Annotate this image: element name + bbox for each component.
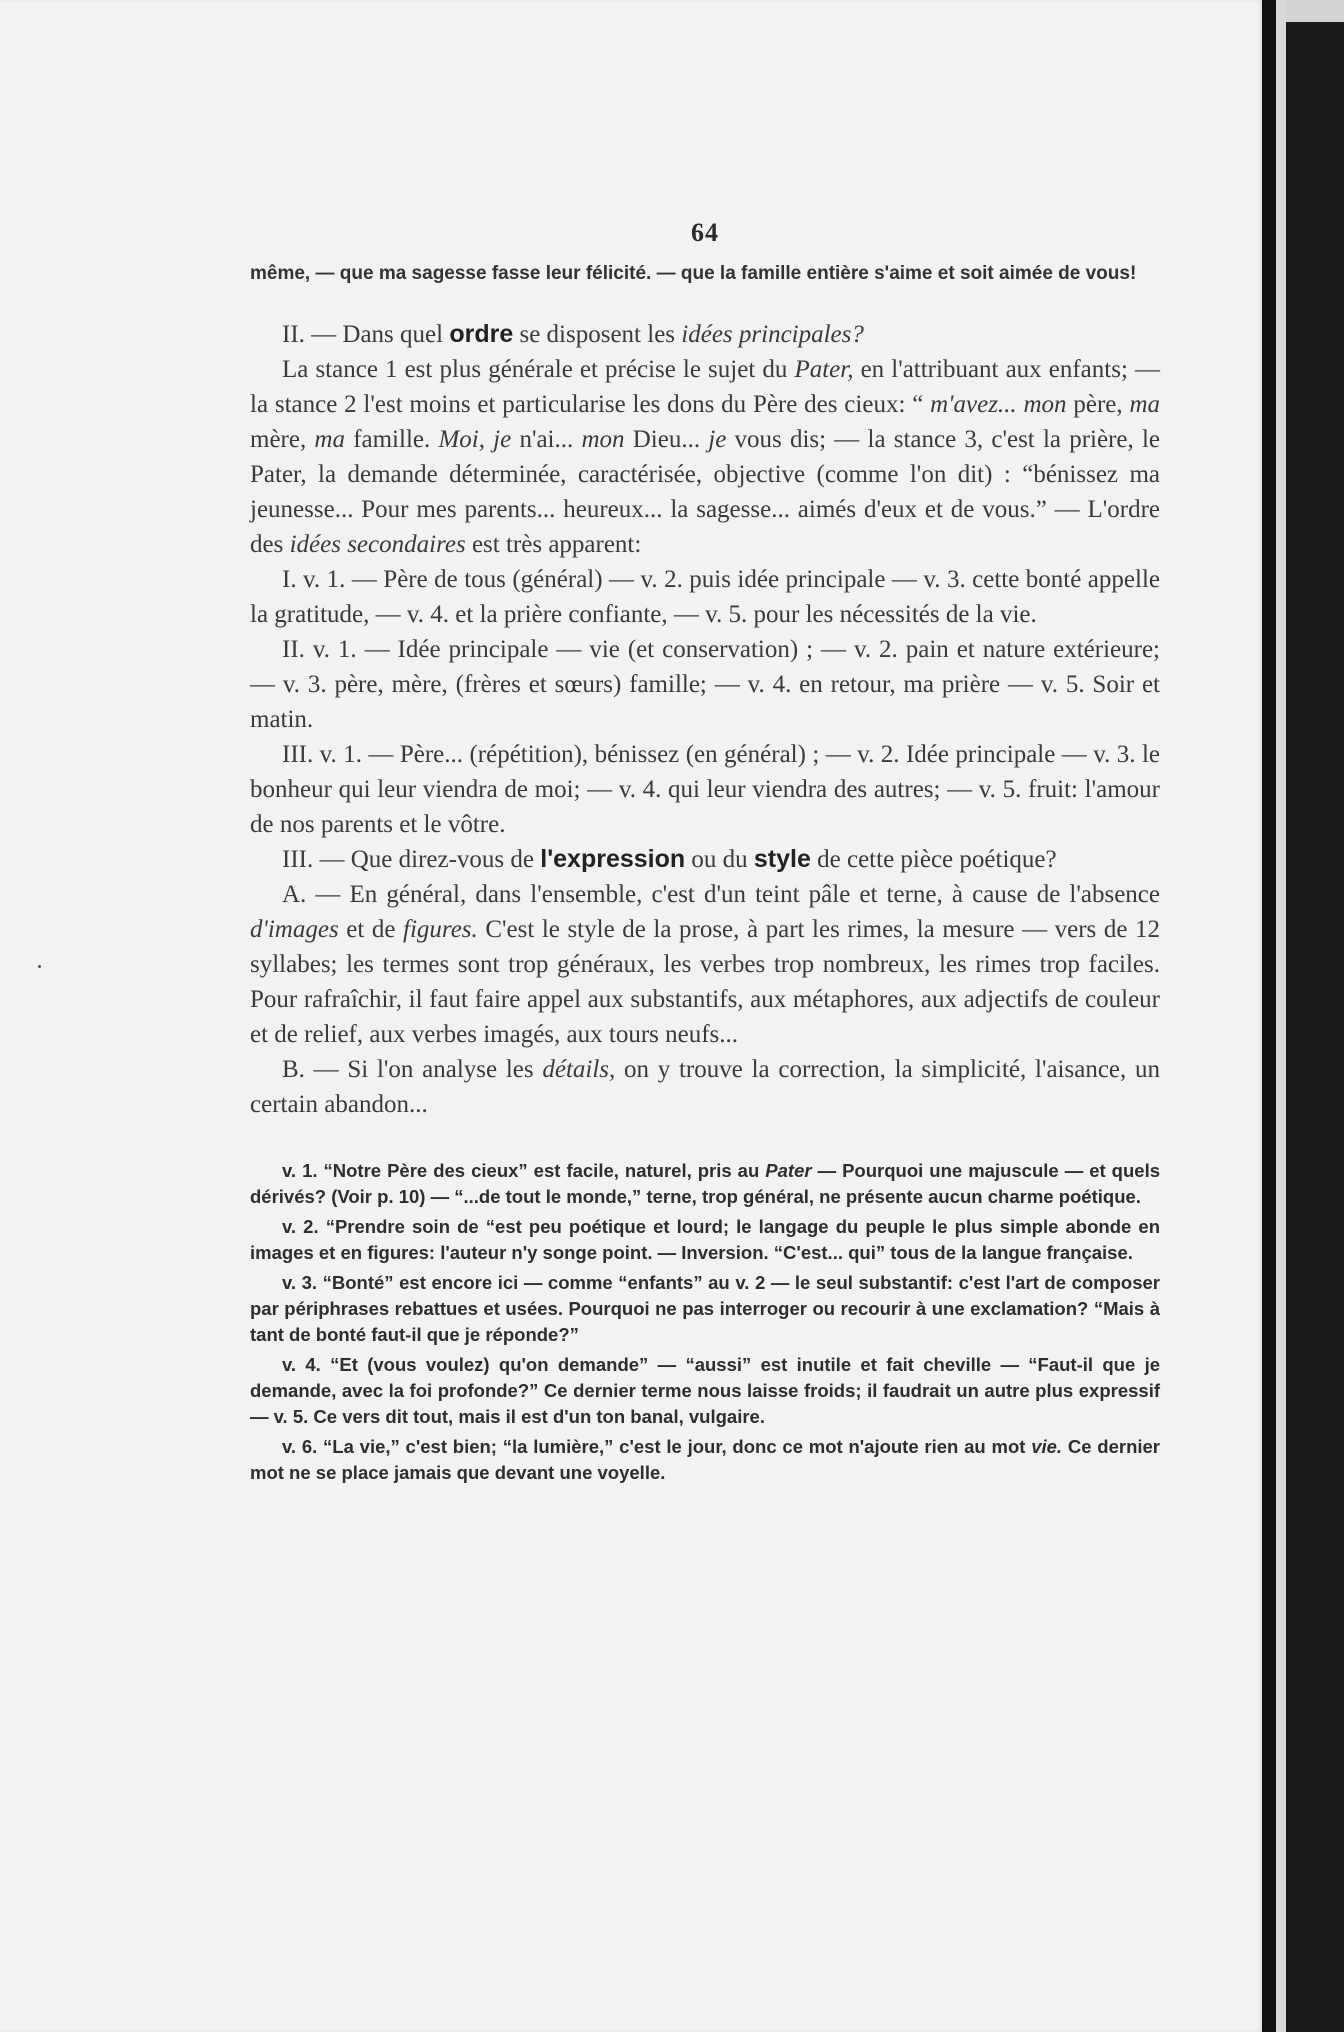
note-italic: vie. bbox=[1031, 1436, 1063, 1457]
pb-text: on y trouve la correction, la simplicité, l'aisance, un certain abandon... bbox=[250, 1056, 1161, 1118]
p1-italic: ma bbox=[314, 426, 345, 453]
q3-text: ou du bbox=[685, 846, 754, 873]
paragraph-b bbox=[250, 1052, 1160, 1122]
paragraph-order-1: I. v. 1. — Père de tous (général) — v. 2. puis idée principale — v. 3. cette bonté appelle la gratitude, — v. 4. et la prière confiante, — v. 5. pour les nécessités de la vie. bbox=[250, 566, 1160, 628]
p1-italic: idées secondaires bbox=[289, 531, 466, 558]
note-verse-2: v. 2. “Prendre soin de “est peu poétique et lourd; le langage du peuple le plus simple abonde en images et en figures: l'auteur n'y songe point. — Inversion. “C'est... qui” tous de la langue française. bbox=[250, 1216, 1160, 1263]
pa-text: A. — En général, dans l'ensemble, c'est d'un teint pâle et terne, à cause de l'absence bbox=[282, 881, 1160, 908]
p1-text: Dieu... bbox=[624, 426, 709, 453]
p1-text: est très apparent: bbox=[465, 531, 642, 558]
paragraph-order-2: II. v. 1. — Idée principale — vie (et conservation) ; — v. 2. pain et nature extérieure; — v. 3. père, mère, (frères et sœurs) famille; — v. 4. en retour, ma prière — v. 5. Soir et matin. bbox=[250, 636, 1160, 733]
p1-text: La stance 1 est plus générale et précise le sujet du bbox=[282, 356, 795, 383]
note-text: Ce dernier mot ne se place jamais que devant une voyelle. bbox=[250, 1436, 1160, 1483]
q2-text: II. — Dans quel bbox=[282, 321, 450, 348]
p1-text: famille. bbox=[344, 426, 439, 453]
paragraph-order-3: III. v. 1. — Père... (répétition), bénissez (en général) ; — v. 2. Idée principale — v. 3. le bonheur qui leur viendra de moi; — v. 4. qui leur viendra des autres; — v. 5. fruit: l'amour de nos parents et le vôtre. bbox=[250, 741, 1160, 838]
p1-italic: je bbox=[708, 426, 727, 453]
note-italic: Pater bbox=[765, 1160, 812, 1181]
p1-text: vous dis; — la stance 3, c'est la prière, le Pater, la demande déterminée, caractérisée, objective (comme l'on dit) : “bénissez ma jeunesse... Pour mes parents... heureux... la sagesse... aimés d'eux et de vous.” — L'ordre des bbox=[250, 426, 1160, 558]
pb-text: B. — Si l'on analyse les bbox=[282, 1056, 543, 1083]
page-edge-gap bbox=[1276, 0, 1286, 2032]
note-verse-1 bbox=[250, 1158, 1160, 1210]
p1-italic: m'avez... bbox=[930, 391, 1017, 418]
note-verse-4: v. 4. “Et (vous voulez) qu'on demande” — “aussi” est inutile et fait cheville — “Faut-il que je demande, avec la foi profonde?” Ce dernier terme nous laisse froids; il faudrait un autre plus expressif — v. 5. Ce vers dit tout, mais il est d'un ton banal, vulgaire. bbox=[250, 1354, 1160, 1427]
page-edge-shadow bbox=[1262, 0, 1276, 2032]
note-verse-6 bbox=[250, 1434, 1160, 1486]
p1-text: père, bbox=[1066, 391, 1130, 418]
main-text bbox=[250, 317, 1160, 1122]
speck-mark bbox=[38, 965, 41, 968]
q3-bold: style bbox=[753, 845, 811, 873]
page-number: 64 bbox=[691, 218, 719, 247]
question-2 bbox=[250, 317, 1160, 352]
pa-italic: figures. bbox=[403, 916, 478, 943]
question-3 bbox=[250, 842, 1160, 877]
pb-italic: détails, bbox=[542, 1056, 616, 1083]
note-text: v. 6. “La vie,” c'est bien; “la lumière,” c'est le jour, donc ce mot n'ajoute rien au mot bbox=[282, 1436, 1032, 1457]
paragraph-a bbox=[250, 877, 1160, 1052]
q3-text: de cette pièce poétique? bbox=[810, 846, 1057, 873]
note-verse-3: v. 3. “Bonté” est encore ici — comme “enfants” au v. 2 — le seul substantif: c'est l'art de composer par périphrases rebattues et usées. Pourquoi ne pas interroger ou recourir à une exclamation? “Mais à tant de bonté faut-il que je réponde?” bbox=[250, 1272, 1160, 1345]
note-text: — Pourquoi une majuscule — et quels dérivés? (Voir p. 10) — “...de tout le monde,” terne, trop général, ne présente aucun charme poétique. bbox=[250, 1160, 1160, 1207]
q3-text: III. — Que direz-vous de bbox=[282, 846, 541, 873]
p1-italic: Pater, bbox=[794, 356, 854, 383]
pa-text: C'est le style de la prose, à part les rimes, la mesure — vers de 12 syllabes; les termes sont trop généraux, les verbes trop nombreux, les rimes trop faciles. Pour rafraîchir, il faut faire appel aux substantifs, aux métaphores, aux adjectifs de couleur et de relief, aux verbes imagés, aux tours neufs... bbox=[250, 916, 1160, 1048]
p1-italic: mon bbox=[1023, 391, 1067, 418]
note-text: v. 1. “Notre Père des cieux” est facile, naturel, pris au bbox=[282, 1160, 766, 1181]
pa-text: et de bbox=[338, 916, 403, 943]
p1-text bbox=[1017, 391, 1024, 418]
q2-bold: ordre bbox=[449, 320, 514, 348]
page-content bbox=[250, 218, 1160, 1490]
scan-border bbox=[1286, 22, 1344, 2032]
p1-italic: ma bbox=[1129, 391, 1160, 418]
paragraph-stances bbox=[250, 352, 1160, 562]
pa-italic: d'images bbox=[250, 916, 339, 943]
continuation-text: même, — que ma sagesse fasse leur félicité. — que la famille entière s'aime et soit aimée de vous! bbox=[250, 263, 1137, 284]
q3-bold: l'expression bbox=[540, 845, 686, 873]
p1-text: n'ai... bbox=[511, 426, 582, 453]
p1-text: en l'attribuant aux enfants; — la stance 2 l'est moins et particularise les dons du Père des cieux: “ bbox=[250, 356, 1160, 418]
p1-text: mère, bbox=[250, 426, 315, 453]
q2-italic: idées principales? bbox=[681, 321, 864, 348]
verse-notes bbox=[250, 1158, 1160, 1486]
p1-italic: Moi, je bbox=[438, 426, 512, 453]
p1-italic: mon bbox=[581, 426, 625, 453]
q2-text: se disposent les bbox=[513, 321, 682, 348]
